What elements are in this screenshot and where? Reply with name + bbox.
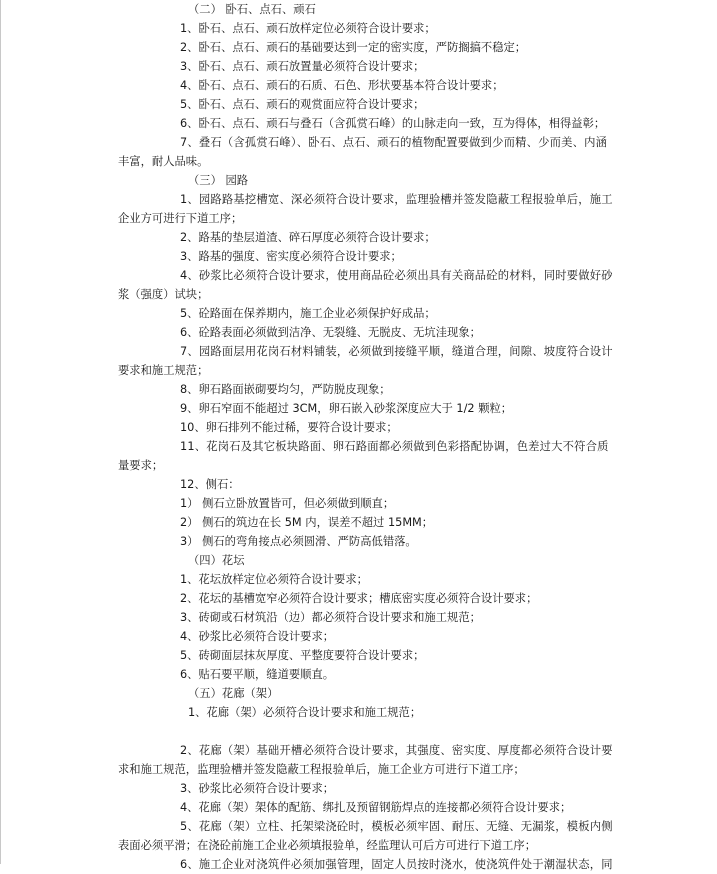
- text-line: 2、卧石、点石、顽石的基础要达到一定的密实度，严防搁搞不稳定；: [180, 41, 527, 54]
- text-line: 4、卧石、点石、顽石的石质、石色、形状要基本符合设计要求；: [180, 79, 504, 92]
- section-heading-pergola: （五）花廊（架）: [188, 687, 279, 700]
- text-line: 7、园路面层用花岗石材料铺装，必须做到接缝平顺，缝道合理，间隙、坡度符合设计: [180, 345, 613, 358]
- text-line: 3、卧石、点石、顽石放置量必须符合设计要求；: [180, 60, 425, 73]
- text-line-continued: 浆（强度）试块；: [118, 288, 209, 301]
- text-line: 1、园路路基挖槽宽、深必须符合设计要求，监理验槽并签发隐蔽工程报验单后，施工: [180, 193, 613, 206]
- text-line: 11、花岗石及其它板块路面、卵石路面都必须做到色彩搭配协调，色差过大不符合质: [180, 440, 609, 453]
- text-line: 3） 侧石的弯角接点必须圆滑、严防高低错落。: [180, 535, 417, 548]
- text-line: 5、花廊（架）立柱、托架梁浇砼时，模板必须牢固、耐压、无缝、无漏浆，模板内侧: [180, 820, 613, 833]
- text-line: 10、卵石排列不能过稀，要符合设计要求；: [180, 421, 398, 434]
- text-line: 3、砖砌或石材筑沿（边）都必须符合设计要求和施工规范；: [180, 611, 481, 624]
- text-line-continued: 求和施工规范，监理验槽并签发隐蔽工程报验单后，施工企业方可进行下道工序；: [118, 763, 525, 776]
- text-line: 6、卧石、点石、顽石与叠石（含孤赏石峰）的山脉走向一致，互为得体，相得益彰；: [180, 117, 606, 130]
- text-line: 3、砂浆比必须符合设计要求；: [180, 782, 335, 795]
- text-line: 12、侧石：: [180, 478, 240, 491]
- text-line: 1、卧石、点石、顽石放样定位必须符合设计要求；: [180, 22, 436, 35]
- text-line: 1、花坛放样定位必须符合设计要求；: [180, 573, 368, 586]
- text-line: 5、砼路面在保养期内，施工企业必须保护好成品；: [180, 307, 436, 320]
- text-line: 1） 侧石立卧放置皆可，但必须做到顺直；: [180, 497, 395, 510]
- text-line: 4、砂浆比必须符合设计要求，使用商品砼必须出具有关商品砼的材料，同时要做好砂: [180, 269, 613, 282]
- text-line-continued: 丰富，耐人品味。: [118, 155, 209, 168]
- text-line-continued: 量要求；: [118, 459, 164, 472]
- text-line: 2、花廊（架）基础开槽必须符合设计要求，其强度、密实度、厚度都必须符合设计要: [180, 744, 613, 757]
- text-line-continued: 企业方可进行下道工序；: [118, 212, 243, 225]
- text-line: 8、卵石路面嵌砌要均匀，严防脱皮现象；: [180, 383, 391, 396]
- text-line-continued: 要求和施工规范；: [118, 364, 209, 377]
- page-left-border: [0, 0, 1, 864]
- text-line: 2） 侧石的筑边在长 5M 内，误差不超过 15MM；: [180, 516, 434, 529]
- section-heading-flowerbed: （四）花坛: [188, 554, 245, 567]
- text-line-continued: 表面必须平滑；在浇砼前施工企业必须填报验单，经监理认可后方可进行下道工序；: [118, 839, 536, 852]
- text-line: 2、路基的垫层道渣、碎石厚度必须符合设计要求；: [180, 231, 436, 244]
- text-line: 7、叠石（含孤赏石峰）、卧石、点石、顽石的植物配置要做到少而精、少而美、内涵: [180, 136, 608, 149]
- text-line: 1、花廊（架）必须符合设计要求和施工规范；: [188, 706, 422, 719]
- text-line: 5、砖砌面层抹灰厚度、平整度要符合设计要求；: [180, 649, 425, 662]
- text-line: 5、卧石、点石、顽石的观赏面应符合设计要求；: [180, 98, 425, 111]
- section-heading-rocks: （二） 卧石、点石、顽石: [188, 3, 316, 16]
- text-line: 4、砂浆比必须符合设计要求；: [180, 630, 335, 643]
- text-line: 9、卵石窄面不能超过 3CM，卵石嵌入砂浆深度应大于 1/2 颗粒；: [180, 402, 513, 415]
- text-line: 2、花坛的基槽宽窄必须符合设计要求；槽底密实度必须符合设计要求；: [180, 592, 538, 605]
- text-line: 3、路基的强度、密实度必须符合设计要求；: [180, 250, 402, 263]
- text-line: 6、砼路表面必须做到洁净、无裂缝、无脱皮、无坑洼现象；: [180, 326, 481, 339]
- text-line: 6、贴石要平顺，缝道要顺直。: [180, 668, 335, 681]
- text-line: 4、花廊（架）架体的配筋、绑扎及预留钢筋焊点的连接都必须符合设计要求；: [180, 801, 572, 814]
- section-heading-paths: （三） 园路: [188, 174, 249, 187]
- text-line: 6、施工企业对浇筑件必须加强管理，固定人员按时浇水，使浇筑件处于潮湿状态，同: [180, 858, 613, 871]
